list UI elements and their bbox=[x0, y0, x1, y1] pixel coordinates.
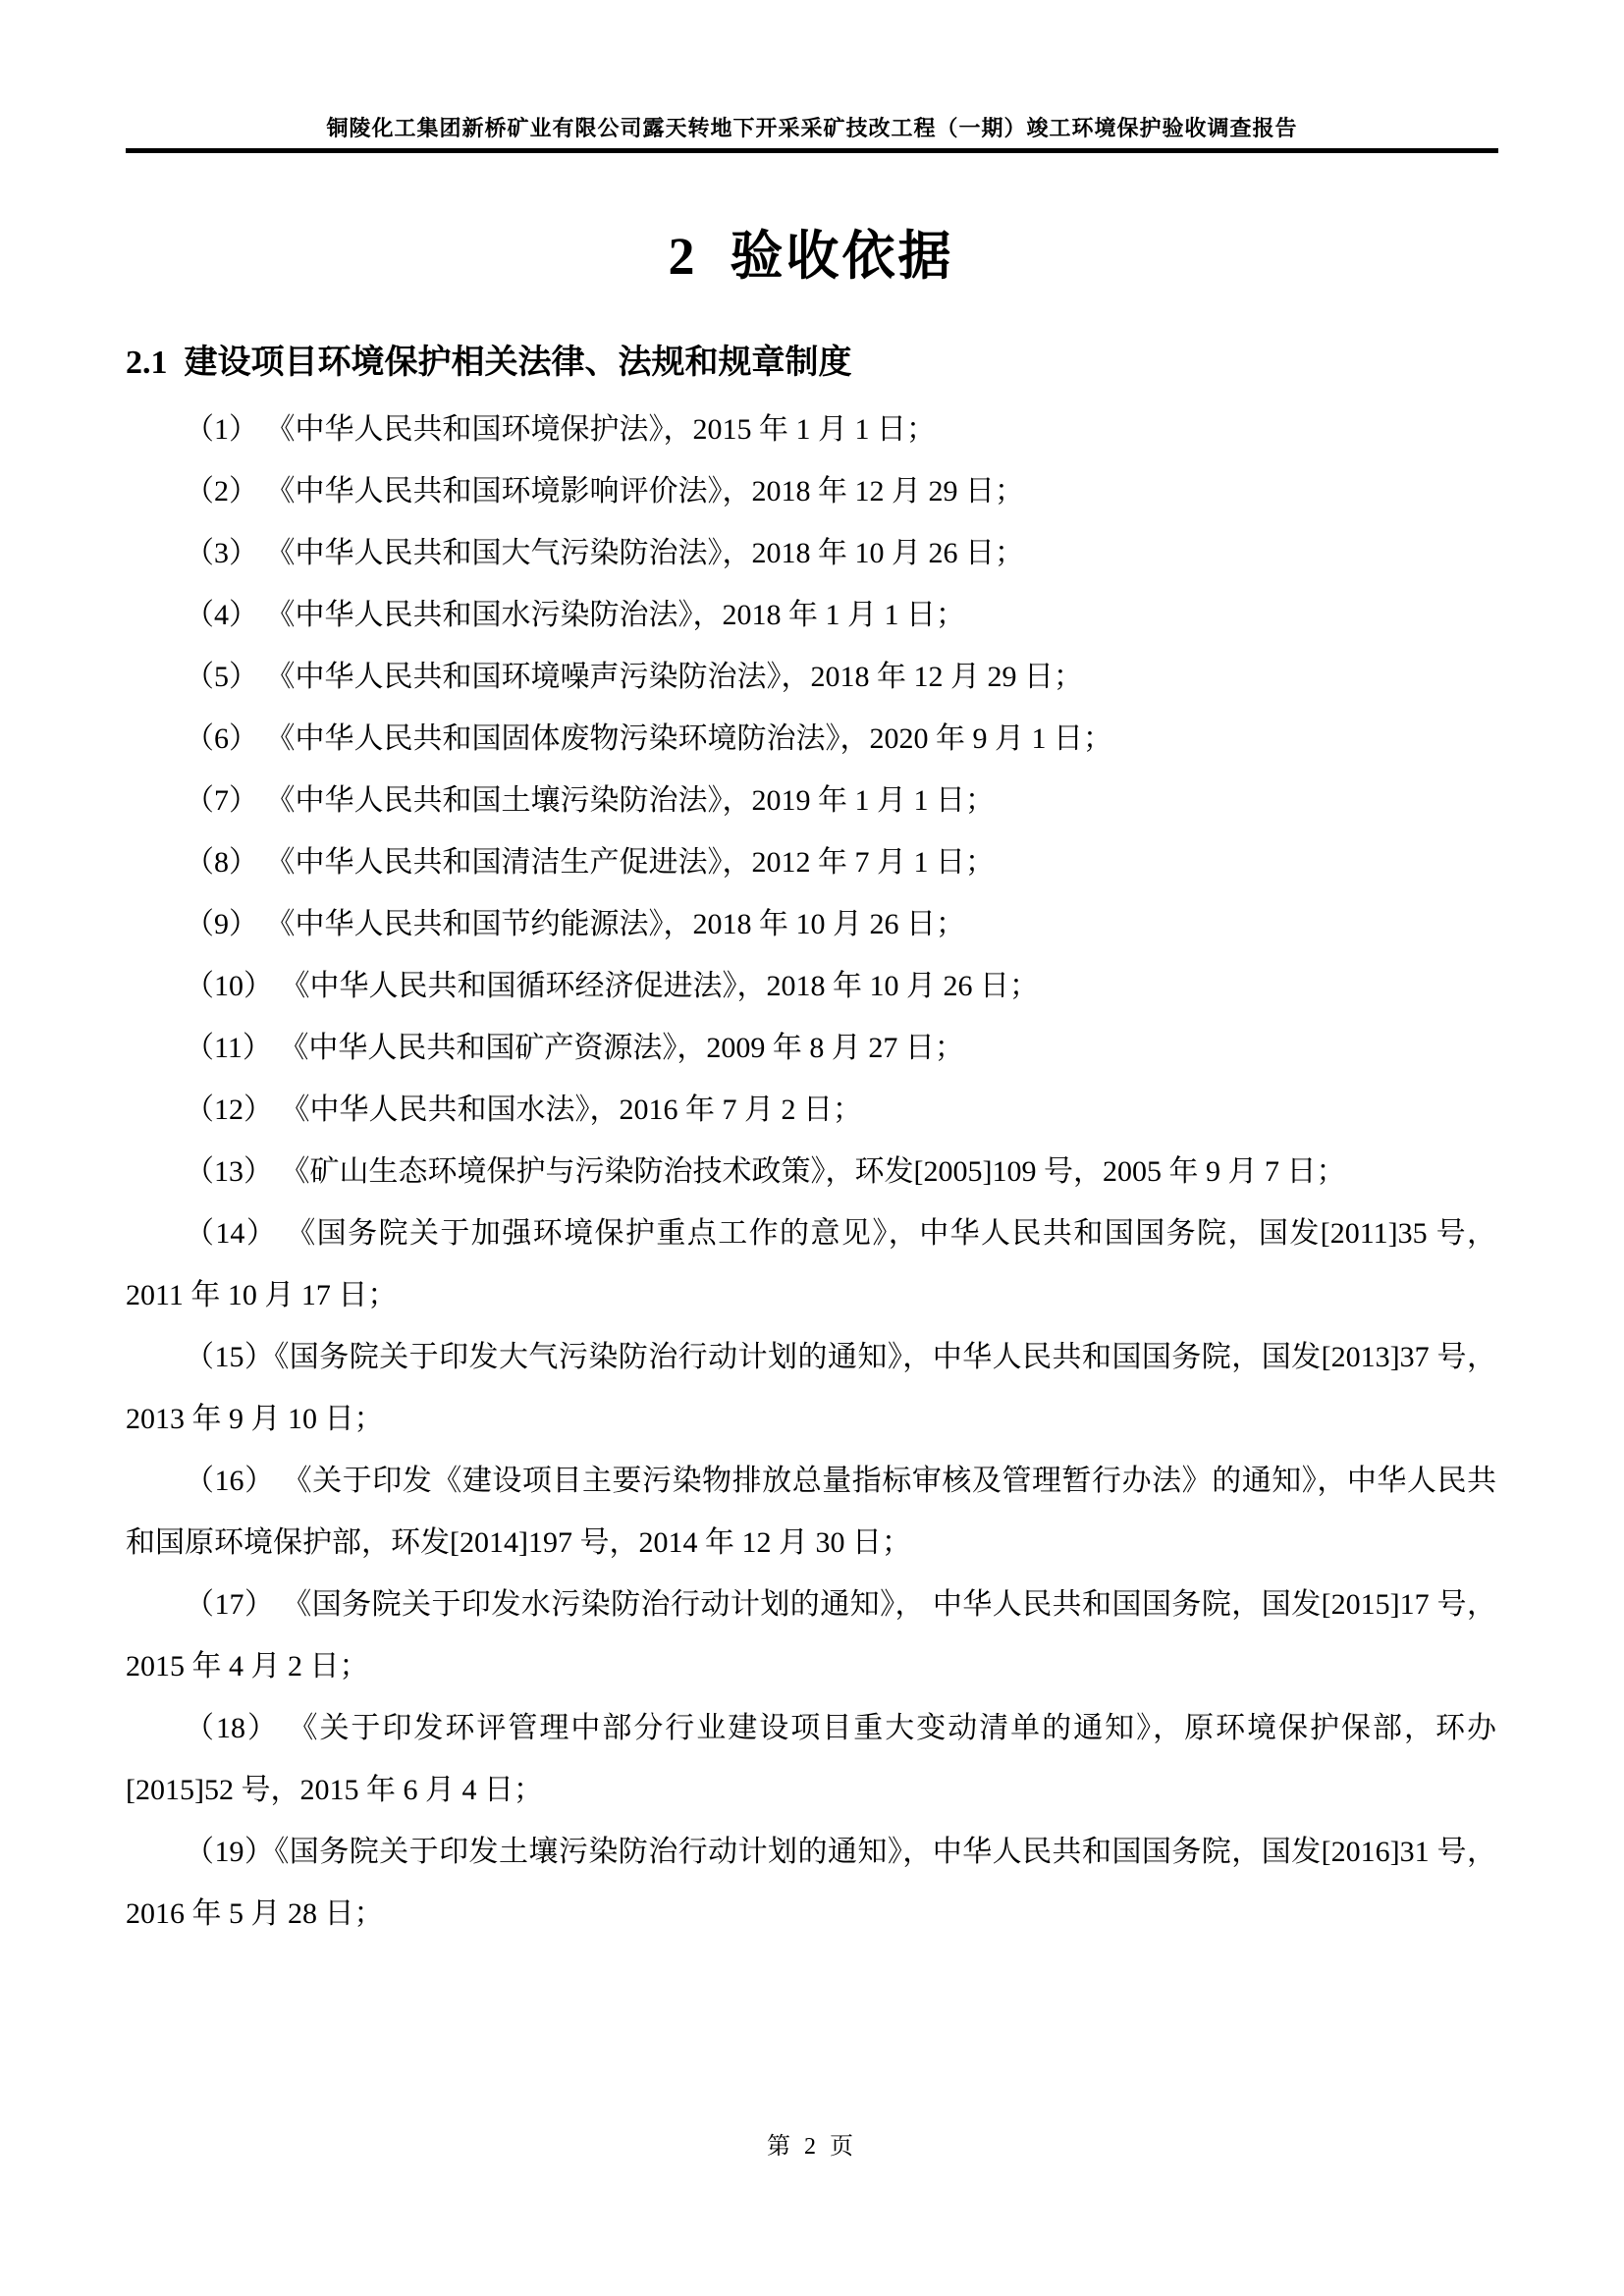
legal-item-16: （16） 《关于印发《建设项目主要污染物排放总量指标审核及管理暂行办法》的通知》，中华人民共和国原环境保护部，环发[2014]197 号，2014 年 12 月 30 日； bbox=[126, 1465, 1496, 1559]
legal-item-18: （18） 《关于印发环评管理中部分行业建设项目重大变动清单的通知》，原环境保护保部，环办[2015]52 号，2015 年 6 月 4 日； bbox=[126, 1712, 1496, 1806]
legal-item-15: （15）《国务院关于印发大气污染防治行动计划的通知》，中华人民共和国国务院，国发[2013]37 号，2013 年 9 月 10 日； bbox=[126, 1341, 1496, 1435]
legal-item-11: （11） 《中华人民共和国矿产资源法》，2009 年 8 月 27 日； bbox=[185, 1032, 964, 1064]
page-number: 第 2 页 bbox=[767, 2134, 857, 2160]
legal-item-5: （5） 《中华人民共和国环境噪声污染防治法》，2018 年 12 月 29 日； bbox=[185, 661, 1083, 693]
legal-item-8: （8） 《中华人民共和国清洁生产促进法》，2012 年 7 月 1 日； bbox=[185, 846, 995, 879]
legal-item-13: （13） 《矿山生态环境保护与污染防治技术政策》，环发[2005]109 号，2005 年 9 月 7 日； bbox=[185, 1155, 1346, 1188]
legal-item-6: （6） 《中华人民共和国固体废物污染环境防治法》，2020 年 9 月 1 日； bbox=[185, 722, 1112, 755]
section-heading: 2.1 建设项目环境保护相关法律、法规和规章制度 bbox=[126, 345, 852, 381]
chapter-title: 2 验收依据 bbox=[668, 227, 954, 286]
legal-item-3: （3） 《中华人民共和国大气污染防治法》，2018 年 10 月 26 日； bbox=[185, 537, 1024, 569]
legal-items-list bbox=[126, 399, 1496, 1945]
running-header: 铜陵化工集团新桥矿业有限公司露天转地下开采采矿技改工程（一期）竣工环境保护验收调查报告 bbox=[326, 116, 1298, 140]
legal-item-9: （9） 《中华人民共和国节约能源法》，2018 年 10 月 26 日； bbox=[185, 908, 965, 940]
legal-item-10: （10） 《中华人民共和国循环经济促进法》，2018 年 10 月 26 日； bbox=[185, 970, 1039, 1002]
legal-item-4: （4） 《中华人民共和国水污染防治法》，2018 年 1 月 1 日； bbox=[185, 599, 965, 631]
legal-item-7: （7） 《中华人民共和国土壤污染防治法》，2019 年 1 月 1 日； bbox=[185, 784, 995, 817]
legal-item-17: （17） 《国务院关于印发水污染防治行动计划的通知》， 中华人民共和国国务院，国发[2015]17 号，2015 年 4 月 2 日； bbox=[126, 1588, 1496, 1682]
legal-item-14: （14） 《国务院关于加强环境保护重点工作的意见》，中华人民共和国国务院，国发[2011]35 号，2011 年 10 月 17 日； bbox=[126, 1217, 1496, 1311]
legal-item-19: （19）《国务院关于印发土壤污染防治行动计划的通知》，中华人民共和国国务院，国发[2016]31 号，2016 年 5 月 28 日； bbox=[126, 1836, 1496, 1930]
legal-item-1: （1） 《中华人民共和国环境保护法》，2015 年 1 月 1 日； bbox=[185, 413, 936, 446]
legal-item-12: （12） 《中华人民共和国水法》，2016 年 7 月 2 日； bbox=[185, 1094, 862, 1126]
header-divider bbox=[126, 148, 1498, 153]
legal-item-2: （2） 《中华人民共和国环境影响评价法》，2018 年 12 月 29 日； bbox=[185, 475, 1024, 507]
